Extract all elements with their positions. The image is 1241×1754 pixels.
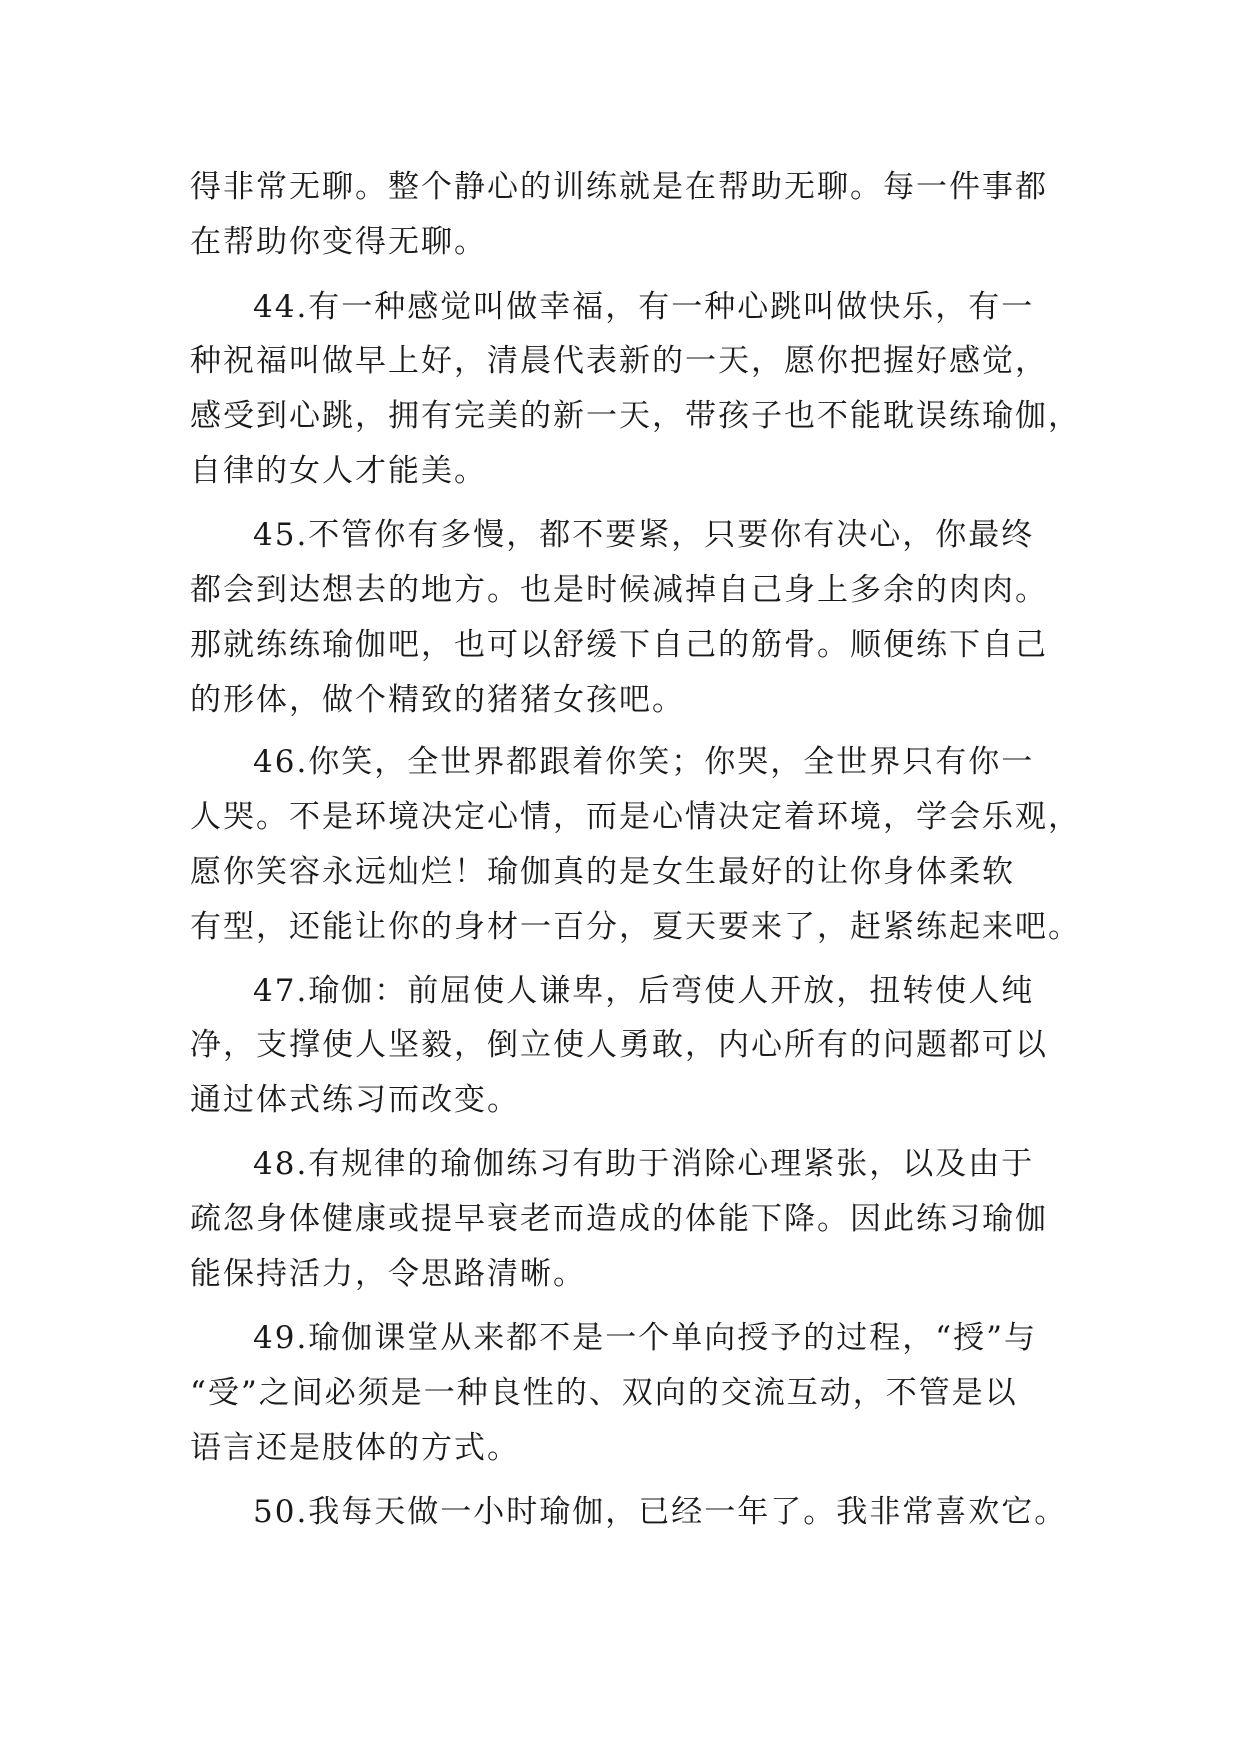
paragraph-44-line: 44.有一种感觉叫做幸福，有一种心跳叫做快乐，有一 <box>253 289 1035 325</box>
text-line: 在帮助你变得无聊。 <box>190 224 487 260</box>
text-line: 有型，还能让你的身材一百分，夏天要来了，赶紧练起来吧。 <box>190 909 1081 945</box>
text-line: 的形体，做个精致的猪猪女孩吧。 <box>190 682 685 718</box>
text-line: 感受到心跳，拥有完美的新一天，带孩子也不能耽误练瑜伽， <box>190 398 1081 434</box>
paragraph-49-line: 49.瑜伽课堂从来都不是一个单向授予的过程，“授”与 <box>253 1320 1037 1356</box>
text-line: 得非常无聊。整个静心的训练就是在帮助无聊。每一件事都 <box>190 169 1048 205</box>
text-line: 能保持活力，令思路清晰。 <box>190 1256 586 1292</box>
text-line: 种祝福叫做早上好，清晨代表新的一天，愿你把握好感觉， <box>190 343 1048 379</box>
text-line: 愿你笑容永远灿烂！瑜伽真的是女生最好的让你身体柔软 <box>190 854 1015 890</box>
text-line: 自律的女人才能美。 <box>190 453 487 489</box>
text-line: 那就练练瑜伽吧，也可以舒缓下自己的筋骨。顺便练下自己 <box>190 627 1048 663</box>
text-line: “受”之间必须是一种良性的、双向的交流互动，不管是以 <box>190 1375 1018 1411</box>
paragraph-50-line: 50.我每天做一小时瑜伽，已经一年了。我非常喜欢它。 <box>253 1494 1068 1530</box>
text-line: 通过体式练习而改变。 <box>190 1082 520 1118</box>
paragraph-46-line: 46.你笑，全世界都跟着你笑；你哭，全世界只有你一 <box>253 744 1035 780</box>
text-line: 疏忽身体健康或提早衰老而造成的体能下降。因此练习瑜伽 <box>190 1201 1048 1237</box>
paragraph-47-line: 47.瑜伽：前屈使人谦卑，后弯使人开放，扭转使人纯 <box>253 973 1035 1009</box>
text-line: 净，支撑使人坚毅，倒立使人勇敢，内心所有的问题都可以 <box>190 1027 1048 1063</box>
text-line: 人哭。不是环境决定心情，而是心情决定着环境，学会乐观， <box>190 799 1081 835</box>
text-line: 语言还是肢体的方式。 <box>190 1430 520 1466</box>
text-line: 都会到达想去的地方。也是时候减掉自己身上多余的肉肉。 <box>190 572 1048 608</box>
paragraph-48-line: 48.有规律的瑜伽练习有助于消除心理紧张，以及由于 <box>253 1146 1035 1182</box>
paragraph-45-line: 45.不管你有多慢，都不要紧，只要你有决心，你最终 <box>253 517 1035 553</box>
